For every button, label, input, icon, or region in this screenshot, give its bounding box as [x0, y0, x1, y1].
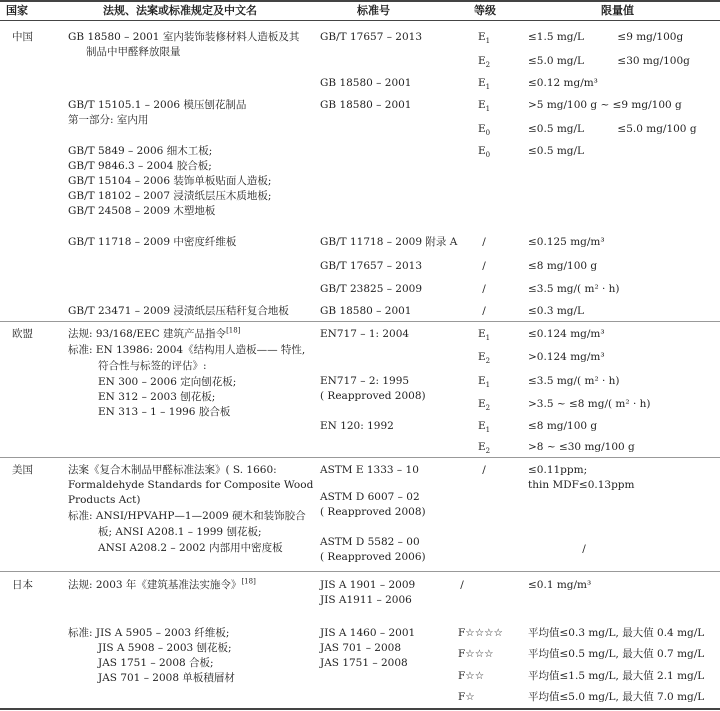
china-limit5a: ≤0.125 mg/m³: [528, 236, 605, 248]
eu-std1: EN717 – 1: 2004: [320, 328, 410, 340]
bottom-rule: [0, 708, 720, 710]
china-std5b: GB/T 17657 – 2013: [320, 260, 423, 272]
china-limit6: ≤0.3 mg/L: [528, 305, 585, 317]
eu-reg-line2: 标准: EN 13986: 2004《结构用人造板—— 特性,: [68, 344, 306, 356]
country-eu: 欧盟: [12, 328, 33, 340]
china-limit3b: ≤0.5 mg/L ≤5.0 mg/100 g: [528, 123, 697, 135]
us-std1: ASTM E 1333 – 10: [320, 464, 419, 476]
us-limit3: /: [582, 543, 586, 555]
us-separator: [0, 457, 720, 458]
china-reg4-line5: GB/T 24508 – 2009 木塑地板: [68, 205, 216, 217]
japan-reg2-line1: 标准: JIS A 5905 – 2003 纤维板;: [68, 627, 230, 639]
eu-std2-line1: EN717 – 2: 1995: [320, 375, 410, 387]
japan-limit2a: 平均值≤0.3 mg/L, 最大值 0.4 mg/L: [528, 627, 705, 639]
china-grade1a: $E_1$: [478, 31, 491, 46]
china-grade3a: $E_1$: [478, 99, 491, 114]
china-limit1b: ≤5.0 mg/L ≤30 mg/100g: [528, 55, 690, 67]
china-std1: GB/T 17657 – 2013: [320, 31, 423, 43]
japan-reg1: 法规: 2003 年《建筑基准法实施令》[18]: [68, 577, 256, 591]
china-limit1a: ≤1.5 mg/L ≤9 mg/100g: [528, 31, 684, 43]
china-grade5a: /: [482, 236, 486, 248]
us-reg-line6: ANSI A208.2 – 2002 内部用中密度板: [98, 542, 283, 554]
eu-limit1b: >0.124 mg/m³: [528, 351, 605, 363]
header-limit: 限量值: [601, 4, 634, 17]
us-limit1-line2: thin MDF≤0.13ppm: [528, 479, 635, 491]
top-rule: [0, 0, 720, 2]
china-limit2: ≤0.12 mg/m³: [528, 77, 598, 89]
eu-std3: EN 120: 1992: [320, 420, 394, 432]
china-std3: GB 18580 – 2001: [320, 99, 412, 111]
japan-grade2d: F☆: [458, 691, 475, 703]
japan-grade2a: F☆☆☆☆: [458, 627, 503, 639]
china-grade6: /: [482, 305, 486, 317]
china-reg4-line1: GB/T 5849 – 2006 细木工板;: [68, 145, 213, 157]
us-reg-line1: 法案《复合木制品甲醛标准法案》( S. 1660:: [68, 464, 277, 476]
eu-separator: [0, 321, 720, 322]
japan-limit2d: 平均值≤5.0 mg/L, 最大值 7.0 mg/L: [528, 691, 705, 703]
japan-std2-line3: JAS 1751 – 2008: [320, 657, 408, 669]
eu-reg-line5: EN 312 – 2003 刨花板;: [98, 391, 216, 403]
china-reg6: GB/T 23471 – 2009 浸渍纸层压秸秆复合地板: [68, 305, 289, 317]
eu-limit3b: >8 ~ ≤30 mg/100 g: [528, 441, 635, 453]
eu-grade1b: $E_2$: [478, 351, 491, 366]
china-reg1-line2: 制品中甲醛释放限量: [86, 46, 181, 58]
china-grade1b: $E_2$: [478, 55, 491, 70]
japan-limit1: ≤0.1 mg/m³: [528, 579, 592, 591]
eu-limit1a: ≤0.124 mg/m³: [528, 328, 605, 340]
china-reg4-line4: GB/T 18102 – 2007 浸渍纸层压木质地板;: [68, 190, 272, 202]
japan-std1-line2: JIS A1911 – 2006: [320, 594, 412, 606]
china-reg3-line2: 第一部分: 室内用: [68, 114, 149, 126]
eu-reg-line3: 符合性与标签的评估》:: [98, 360, 207, 372]
us-std2-line2: ( Reapproved 2008): [320, 506, 426, 518]
china-reg4-line2: GB/T 9846.3 – 2004 胶合板;: [68, 160, 212, 172]
china-grade4: $E_0$: [478, 145, 491, 160]
japan-reg2-line4: JAS 701 – 2008 单板積層材: [98, 672, 235, 684]
us-std2-line1: ASTM D 6007 – 02: [320, 491, 420, 503]
japan-std2-line1: JIS A 1460 – 2001: [320, 627, 416, 639]
china-limit5c: ≤3.5 mg/( m² · h): [528, 283, 620, 295]
header-grade: 等级: [474, 4, 496, 17]
japan-reg2-line3: JAS 1751 – 2008 合板;: [98, 657, 214, 669]
china-std5c: GB/T 23825 – 2009: [320, 283, 423, 295]
eu-limit2a: ≤3.5 mg/( m² · h): [528, 375, 620, 387]
china-grade2: $E_1$: [478, 77, 491, 92]
us-std3-line2: ( Reapproved 2006): [320, 551, 426, 563]
country-japan: 日本: [12, 579, 33, 591]
china-std6: GB 18580 – 2001: [320, 305, 412, 317]
china-grade5b: /: [482, 260, 486, 272]
eu-grade3a: $E_1$: [478, 420, 491, 435]
china-std5a: GB/T 11718 – 2009 附录 A: [320, 236, 458, 248]
japan-grade2c: F☆☆: [458, 670, 485, 682]
country-china: 中国: [12, 31, 33, 43]
us-reg-line5: 板; ANSI A208.1 – 1999 刨花板;: [98, 526, 262, 538]
china-grade5c: /: [482, 283, 486, 295]
japan-std1-line1: JIS A 1901 – 2009: [320, 579, 416, 591]
eu-reg-line6: EN 313 – 1 – 1996 胶合板: [98, 406, 231, 418]
us-std3-line1: ASTM D 5582 – 00: [320, 536, 420, 548]
country-us: 美国: [12, 464, 33, 476]
eu-std2-line2: ( Reapproved 2008): [320, 390, 426, 402]
china-limit5b: ≤8 mg/100 g: [528, 260, 598, 272]
us-grade1: /: [482, 464, 486, 476]
eu-limit3a: ≤8 mg/100 g: [528, 420, 598, 432]
japan-limit2c: 平均值≤1.5 mg/L, 最大值 2.1 mg/L: [528, 670, 705, 682]
japan-reg2-line2: JIS A 5908 – 2003 刨花板;: [98, 642, 232, 654]
japan-grade1: /: [460, 579, 464, 591]
eu-reg-line4: EN 300 – 2006 定向刨花板;: [98, 376, 237, 388]
china-reg4-line3: GB/T 15104 – 2006 装饰单板贴面人造板;: [68, 175, 272, 187]
japan-limit2b: 平均值≤0.5 mg/L, 最大值 0.7 mg/L: [528, 648, 705, 660]
us-reg-line3: Products Act): [68, 494, 141, 506]
header-rule: [0, 20, 720, 21]
us-reg-line4: 标准: ANSI/HPVAHP—1—2009 硬木和装饰胶合: [68, 510, 306, 522]
header-country: 国家: [6, 4, 28, 17]
eu-reg-line1: 法规: 93/168/EEC 建筑产品指令[18]: [68, 326, 241, 340]
eu-grade3b: $E_2$: [478, 441, 491, 456]
china-limit3a: >5 mg/100 g ~ ≤9 mg/100 g: [528, 99, 682, 111]
header-regulation: 法规、法案或标准规定及中文名: [103, 4, 257, 17]
china-reg3-line1: GB/T 15105.1 – 2006 模压刨花制品: [68, 99, 247, 111]
us-reg-line2: Formaldehyde Standards for Composite Wood: [68, 479, 314, 491]
japan-std2-line2: JAS 701 – 2008: [320, 642, 402, 654]
eu-grade2b: $E_2$: [478, 398, 491, 413]
japan-grade2b: F☆☆☆: [458, 648, 494, 660]
us-limit1-line1: ≤0.11ppm;: [528, 464, 588, 476]
china-limit4: ≤0.5 mg/L: [528, 145, 585, 157]
header-standard-no: 标准号: [357, 4, 390, 17]
eu-grade1a: $E_1$: [478, 328, 491, 343]
eu-limit2b: >3.5 ~ ≤8 mg/( m² · h): [528, 398, 651, 410]
china-reg1-line1: GB 18580 – 2001 室内装饰装修材料人造板及其: [68, 31, 300, 43]
china-grade3b: $E_0$: [478, 123, 491, 138]
japan-separator: [0, 571, 720, 572]
eu-grade2a: $E_1$: [478, 375, 491, 390]
china-reg5: GB/T 11718 – 2009 中密度纤维板: [68, 236, 237, 248]
china-std2: GB 18580 – 2001: [320, 77, 412, 89]
